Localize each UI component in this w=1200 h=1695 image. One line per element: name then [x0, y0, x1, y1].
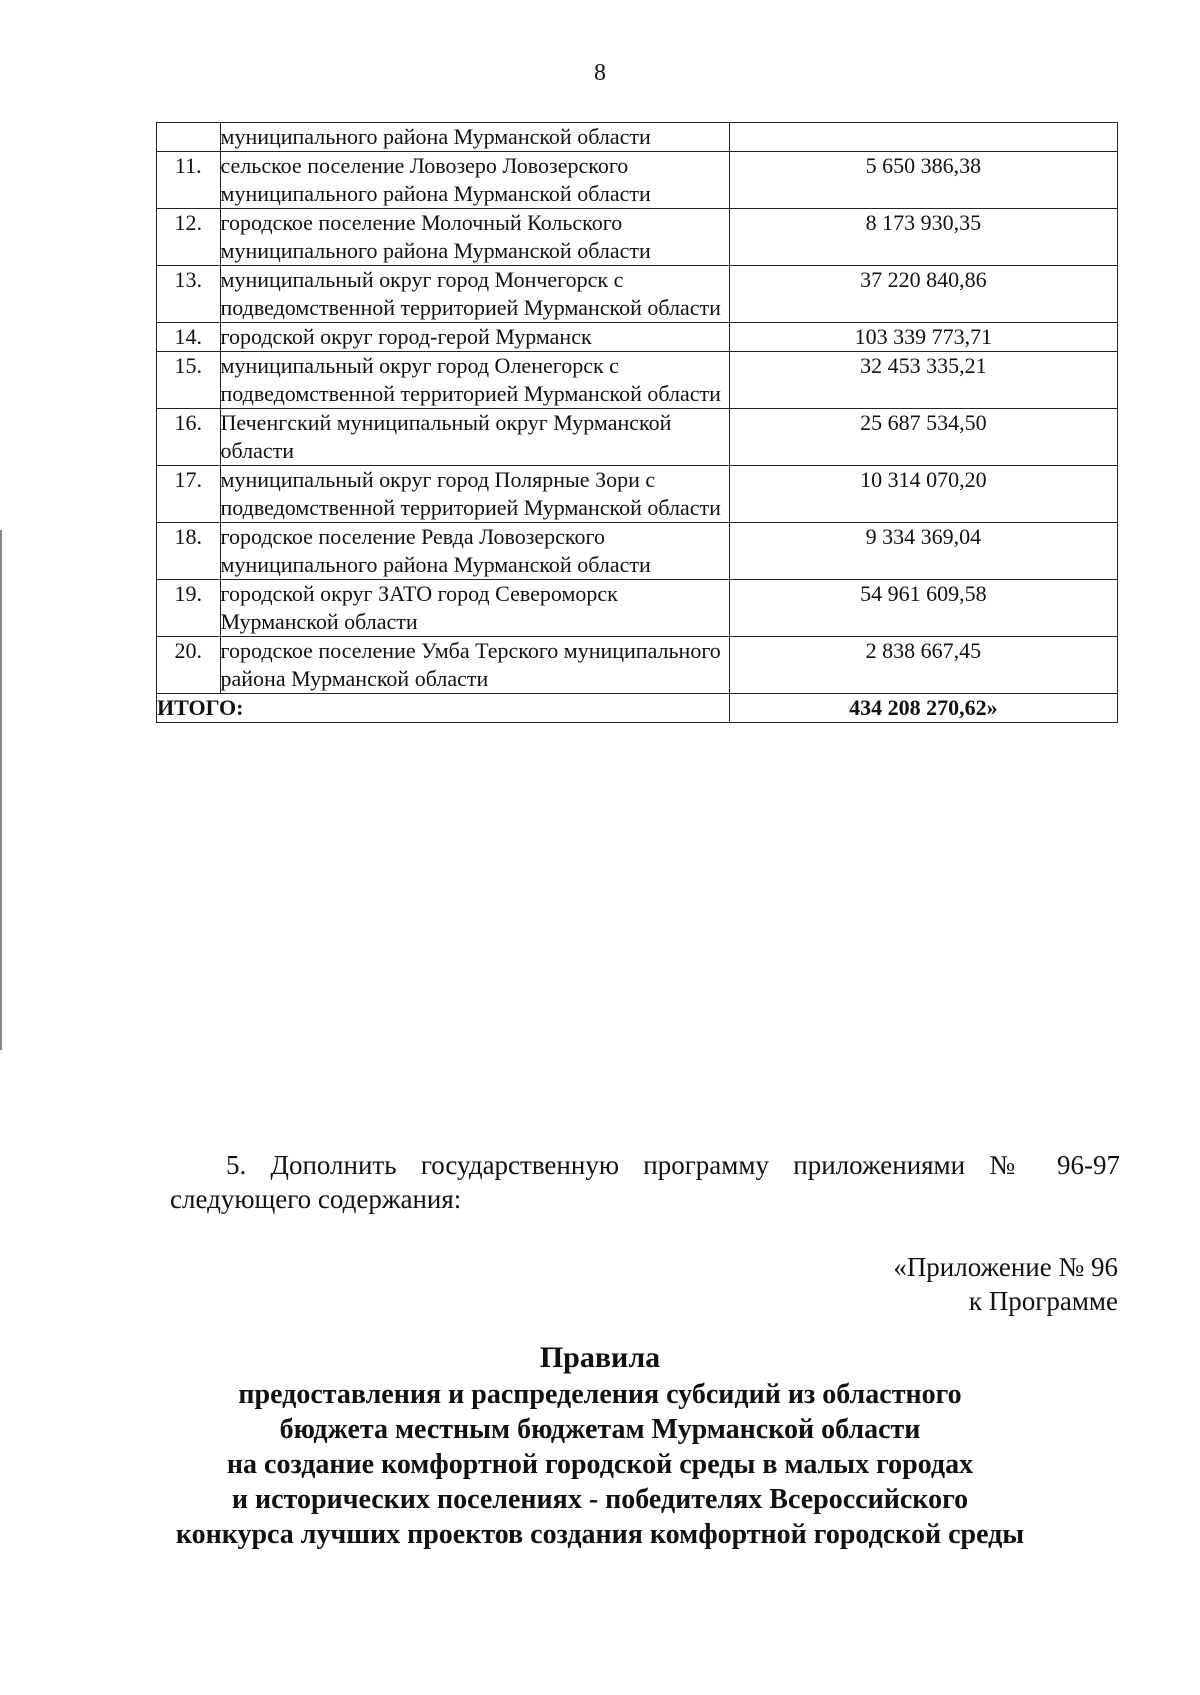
table-row [157, 352, 1118, 409]
row-number [157, 123, 221, 152]
total-label: ИТОГО: [157, 694, 730, 723]
municipality-name: городской округ ЗАТО город Североморск Мурманской области [220, 580, 729, 637]
page-number: 8 [594, 60, 606, 86]
table-row [157, 466, 1118, 523]
municipality-name: городское поселение Молочный Кольского муниципального района Мурманской области [220, 209, 729, 266]
rules-subtitle-line: и исторических поселениях - победителях Всероссийского [231, 1484, 969, 1515]
municipality-name: муниципальный округ город Оленегорск с подведомственной территорией Мурманской области [220, 352, 729, 409]
municipality-name: Печенгский муниципальный округ Мурманской области [220, 409, 729, 466]
row-number: 17. [157, 466, 221, 523]
row-number: 19. [157, 580, 221, 637]
row-number: 14. [157, 323, 221, 352]
rules-subtitle-line: предоставления и распределения субсидий из областного [238, 1379, 962, 1410]
row-number: 12. [157, 209, 221, 266]
municipality-name: муниципальный округ город Полярные Зори с подведомственной территорией Мурманской области [220, 466, 729, 523]
row-number: 13. [157, 266, 221, 323]
municipality-name: муниципального района Мурманской области [220, 123, 729, 152]
subsidy-amount: 9 334 369,04 [729, 523, 1117, 580]
rules-subtitle-line: бюджета местным бюджетам Мурманской области [279, 1414, 921, 1445]
subsidy-table-body [157, 123, 1118, 723]
row-number: 18. [157, 523, 221, 580]
subsidy-amount: 103 339 773,71 [729, 323, 1117, 352]
rules-title: Правила [539, 1341, 661, 1374]
municipality-name: муниципальный округ город Мончегорск с подведомственной территорией Мурманской области [220, 266, 729, 323]
row-number: 16. [157, 409, 221, 466]
table-row [157, 523, 1118, 580]
subsidy-amount: 2 838 667,45 [729, 637, 1117, 694]
rules-heading [0, 1340, 1200, 1552]
municipality-name: сельское поселение Ловозеро Ловозерского муниципального района Мурманской области [220, 152, 729, 209]
total-row [157, 694, 1118, 723]
subsidy-amount: 5 650 386,38 [729, 152, 1117, 209]
municipality-name: городское поселение Умба Терского муниципального района Мурманской области [220, 637, 729, 694]
subsidy-amount [729, 123, 1117, 152]
table-row [157, 409, 1118, 466]
table-row [157, 323, 1118, 352]
scan-edge-mark [0, 530, 2, 1050]
rules-subtitle-line: конкурса лучших проектов создания комфортной городской среды [175, 1519, 1025, 1550]
municipality-name: городской округ город-герой Мурманск [220, 323, 729, 352]
municipality-name: городское поселение Ревда Ловозерского муниципального района Мурманской области [220, 523, 729, 580]
appendix-program: к Программе [968, 1286, 1118, 1316]
subsidy-amount: 25 687 534,50 [729, 409, 1117, 466]
table-row [157, 637, 1118, 694]
row-number: 20. [157, 637, 221, 694]
subsidy-amount: 54 961 609,58 [729, 580, 1117, 637]
appendix-reference [893, 1250, 1118, 1318]
table-row [157, 266, 1118, 323]
paragraph-line-1: 5. Дополнить государственную программу приложениями № 96-97 [226, 1150, 1120, 1180]
table-row [157, 209, 1118, 266]
instruction-paragraph [170, 1148, 1120, 1216]
appendix-number: «Приложение № 96 [893, 1252, 1118, 1282]
table-row [157, 123, 1118, 152]
table-row [157, 580, 1118, 637]
row-number: 15. [157, 352, 221, 409]
subsidy-amount: 10 314 070,20 [729, 466, 1117, 523]
subsidy-amount: 32 453 335,21 [729, 352, 1117, 409]
total-amount: 434 208 270,62» [729, 694, 1117, 723]
table-row [157, 152, 1118, 209]
row-number: 11. [157, 152, 221, 209]
subsidy-table [156, 122, 1118, 723]
subsidy-amount: 37 220 840,86 [729, 266, 1117, 323]
paragraph-line-2: следующего содержания: [170, 1184, 462, 1214]
subsidy-amount: 8 173 930,35 [729, 209, 1117, 266]
rules-subtitle-line: на создание комфортной городской среды в малых городах [226, 1449, 974, 1480]
